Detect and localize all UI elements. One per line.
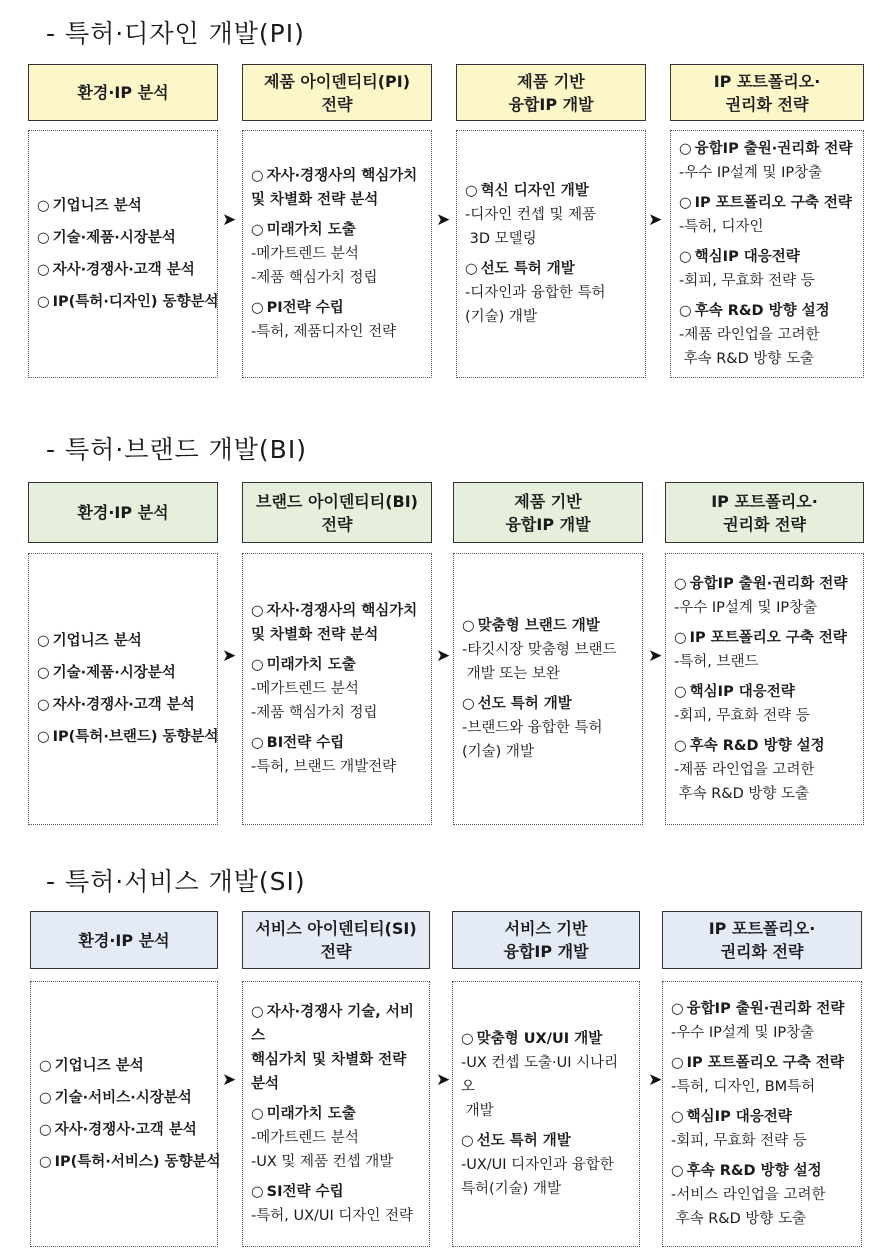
- content-group: [251, 296, 423, 344]
- column-header: 환경·IP 분석: [30, 911, 218, 969]
- list-item: [37, 194, 209, 218]
- content-box: [242, 981, 430, 1247]
- arrow-right-icon: ➤: [222, 1070, 237, 1090]
- list-item: [37, 258, 209, 282]
- column-header: 서비스 기반 융합IP 개발: [452, 911, 640, 969]
- bullet-icon: ○: [37, 198, 50, 214]
- content-group: [462, 692, 634, 764]
- item-heading-text: IP 포트폴리오 구축 전략: [689, 630, 847, 646]
- item-detail: -회피, 무효화 전략 등: [674, 708, 810, 724]
- item-heading-text: 융합IP 출원·권리화 전략: [694, 141, 853, 157]
- content-group: [251, 653, 423, 725]
- arrow-right-icon: ➤: [648, 1070, 663, 1090]
- arrow-right-icon: ➤: [648, 646, 663, 666]
- content-group: [251, 164, 423, 212]
- content-group: [251, 1102, 421, 1174]
- item-detail: -디자인과 융합한 특허 (기술) 개발: [465, 285, 606, 325]
- bullet-icon: ○: [674, 576, 687, 592]
- content-box: [665, 553, 864, 825]
- item-detail: -회피, 무효화 전략 등: [671, 1133, 807, 1149]
- bullet-icon: ○: [251, 1106, 264, 1122]
- content-box: [242, 553, 432, 825]
- content-group: [671, 1051, 853, 1099]
- bullet-icon: ○: [251, 300, 264, 316]
- column-header: 브랜드 아이덴티티(BI) 전략: [242, 482, 432, 543]
- list-item-text: 자사·경쟁사·고객 분석: [52, 262, 195, 278]
- bullet-icon: ○: [39, 1154, 52, 1170]
- analysis-list: [28, 130, 218, 378]
- item-heading-text: 미래가치 도출: [266, 657, 356, 673]
- item-heading-text: 선도 특허 개발: [480, 261, 575, 277]
- item-heading: [251, 1000, 421, 1096]
- item-heading: [251, 218, 423, 242]
- item-heading-text: 핵심IP 대응전략: [694, 249, 800, 265]
- section-title: - 특허·디자인 개발(PI): [46, 19, 305, 48]
- list-item-text: 기술·제품·시장분석: [52, 665, 176, 681]
- list-item-text: 자사·경쟁사·고객 분석: [54, 1122, 197, 1138]
- bullet-icon: ○: [674, 630, 687, 646]
- content-group: [461, 1129, 631, 1201]
- item-detail: -회피, 무효화 전략 등: [679, 273, 815, 289]
- bullet-icon: ○: [674, 684, 687, 700]
- item-detail: -타깃시장 맞춤형 브랜드 개발 또는 보완: [462, 642, 617, 682]
- bullet-icon: ○: [251, 1004, 264, 1020]
- content-group: [674, 626, 855, 674]
- item-detail: -서비스 라인업을 고려한 후속 R&D 방향 도출: [671, 1187, 826, 1227]
- list-item-text: 기업니즈 분석: [52, 198, 142, 214]
- item-detail: -우수 IP설계 및 IP창출: [671, 1025, 815, 1041]
- item-detail: -특허, UX/UI 디자인 전략: [251, 1208, 414, 1224]
- content-group: [671, 997, 853, 1045]
- item-heading: [679, 299, 855, 323]
- bullet-icon: ○: [671, 1001, 684, 1017]
- section-title: - 특허·서비스 개발(SI): [46, 867, 306, 896]
- item-heading-text: SI전략 수립: [266, 1184, 344, 1200]
- item-heading: [251, 653, 423, 677]
- content-group: [674, 572, 855, 620]
- bullet-icon: ○: [39, 1122, 52, 1138]
- item-heading: [465, 179, 637, 203]
- list-item: [37, 693, 209, 717]
- content-group: [461, 1027, 631, 1123]
- bullet-icon: ○: [251, 168, 264, 184]
- item-detail: -메가트렌드 분석 -UX 및 제품 컨셉 개발: [251, 1130, 394, 1170]
- bullet-icon: ○: [37, 294, 50, 310]
- item-detail: -특허, 제품디자인 전략: [251, 324, 397, 340]
- item-heading-text: 후속 R&D 방향 설정: [686, 1163, 822, 1179]
- column-header: 환경·IP 분석: [28, 64, 218, 121]
- item-heading-text: IP 포트폴리오 구축 전략: [694, 195, 852, 211]
- content-group: [251, 1180, 421, 1228]
- arrow-right-icon: ➤: [436, 210, 451, 230]
- item-heading-text: 혁신 디자인 개발: [480, 183, 589, 199]
- item-heading-text: 선도 특허 개발: [476, 1133, 571, 1149]
- column-header: IP 포트폴리오· 권리화 전략: [662, 911, 862, 969]
- item-heading-text: IP 포트폴리오 구축 전략: [686, 1055, 844, 1071]
- content-group: [251, 218, 423, 290]
- bullet-icon: ○: [37, 230, 50, 246]
- content-box: [670, 130, 864, 378]
- column-header: IP 포트폴리오· 권리화 전략: [665, 482, 864, 543]
- column-header: IP 포트폴리오· 권리화 전략: [670, 64, 864, 121]
- content-group: [462, 614, 634, 686]
- item-heading: [679, 137, 855, 161]
- bullet-icon: ○: [671, 1055, 684, 1071]
- item-heading-text: 융합IP 출원·권리화 전략: [686, 1001, 845, 1017]
- item-heading: [671, 1051, 853, 1075]
- item-heading-text: 핵심IP 대응전략: [686, 1109, 792, 1125]
- content-group: [674, 734, 855, 806]
- list-item-text: 기업니즈 분석: [52, 633, 142, 649]
- item-heading-text: 선도 특허 개발: [477, 696, 572, 712]
- arrow-right-icon: ➤: [222, 210, 237, 230]
- item-heading: [671, 1159, 853, 1183]
- item-heading: [674, 626, 855, 650]
- bullet-icon: ○: [679, 195, 692, 211]
- list-item-text: 자사·경쟁사·고객 분석: [52, 697, 195, 713]
- list-item-text: IP(특허·서비스) 동향분석: [54, 1154, 221, 1170]
- bullet-icon: ○: [251, 603, 264, 619]
- item-heading: [461, 1129, 631, 1153]
- bullet-icon: ○: [251, 1184, 264, 1200]
- analysis-list: [30, 981, 221, 1247]
- bullet-icon: ○: [465, 183, 478, 199]
- item-detail: -우수 IP설계 및 IP창출: [674, 600, 818, 616]
- item-heading-text: 맞춤형 UX/UI 개발: [476, 1031, 603, 1047]
- item-detail: -메가트렌드 분석 -제품 핵심가치 정립: [251, 681, 378, 721]
- item-detail: -제품 라인업을 고려한 후속 R&D 방향 도출: [679, 327, 820, 367]
- item-detail: -우수 IP설계 및 IP창출: [679, 165, 823, 181]
- item-heading-text: BI전략 수립: [266, 735, 345, 751]
- item-heading: [251, 731, 423, 755]
- item-heading: [674, 572, 855, 596]
- item-heading-text: 후속 R&D 방향 설정: [694, 303, 830, 319]
- item-heading-text: 자사·경쟁사의 핵심가치 및 차별화 전략 분석: [251, 168, 418, 208]
- bullet-icon: ○: [251, 657, 264, 673]
- item-heading: [462, 614, 634, 638]
- bullet-icon: ○: [462, 618, 475, 634]
- list-item-text: IP(특허·브랜드) 동향분석: [52, 729, 219, 745]
- arrow-right-icon: ➤: [648, 210, 663, 230]
- content-box: [242, 130, 432, 378]
- item-heading: [251, 296, 423, 320]
- item-detail: -특허, 디자인: [679, 219, 764, 235]
- bullet-icon: ○: [679, 249, 692, 265]
- item-detail: -메가트렌드 분석 -제품 핵심가치 정립: [251, 246, 378, 286]
- column-header: 환경·IP 분석: [28, 482, 218, 543]
- list-item: [39, 1054, 209, 1078]
- item-heading: [465, 257, 637, 281]
- content-group: [251, 731, 423, 779]
- item-heading-text: 맞춤형 브랜드 개발: [477, 618, 600, 634]
- content-group: [465, 179, 637, 251]
- bullet-icon: ○: [671, 1109, 684, 1125]
- list-item-text: 기술·제품·시장분석: [52, 230, 176, 246]
- item-heading-text: 자사·경쟁사의 핵심가치 및 차별화 전략 분석: [251, 603, 418, 643]
- bullet-icon: ○: [462, 696, 475, 712]
- item-heading: [674, 734, 855, 758]
- item-detail: -디자인 컨셉 및 제품 3D 모델링: [465, 207, 597, 247]
- item-heading-text: PI전략 수립: [266, 300, 344, 316]
- item-heading-text: 핵심IP 대응전략: [689, 684, 795, 700]
- item-heading-text: 미래가치 도출: [266, 1106, 356, 1122]
- item-heading: [461, 1027, 631, 1051]
- bullet-icon: ○: [465, 261, 478, 277]
- content-box: [456, 130, 646, 378]
- item-heading: [671, 1105, 853, 1129]
- item-detail: -브랜드와 융합한 특허 (기술) 개발: [462, 720, 603, 760]
- bullet-icon: ○: [39, 1058, 52, 1074]
- analysis-list: [28, 553, 218, 825]
- list-item: [37, 661, 209, 685]
- bullet-icon: ○: [37, 633, 50, 649]
- bullet-icon: ○: [39, 1090, 52, 1106]
- content-box: [662, 981, 862, 1247]
- content-box: [453, 553, 643, 825]
- content-group: [465, 257, 637, 329]
- bullet-icon: ○: [679, 303, 692, 319]
- list-item-text: 기술·서비스·시장분석: [54, 1090, 192, 1106]
- list-item-text: 기업니즈 분석: [54, 1058, 144, 1074]
- list-item: [37, 629, 209, 653]
- list-item: [37, 290, 219, 314]
- content-group: [671, 1105, 853, 1153]
- content-group: [679, 191, 855, 239]
- item-detail: -특허, 브랜드 개발전략: [251, 759, 397, 775]
- item-heading: [674, 680, 855, 704]
- content-group: [674, 680, 855, 728]
- bullet-icon: ○: [679, 141, 692, 157]
- item-heading-text: 미래가치 도출: [266, 222, 356, 238]
- item-detail: -제품 라인업을 고려한 후속 R&D 방향 도출: [674, 762, 815, 802]
- item-heading: [251, 599, 423, 647]
- content-group: [251, 599, 423, 647]
- bullet-icon: ○: [37, 697, 50, 713]
- list-item-text: IP(특허·디자인) 동향분석: [52, 294, 219, 310]
- content-group: [679, 137, 855, 185]
- item-heading: [679, 191, 855, 215]
- item-heading: [251, 1180, 421, 1204]
- column-header: 제품 아이덴티티(PI) 전략: [242, 64, 432, 121]
- content-group: [679, 299, 855, 371]
- bullet-icon: ○: [461, 1133, 474, 1149]
- list-item: [39, 1086, 209, 1110]
- column-header: 서비스 아이덴티티(SI) 전략: [242, 911, 430, 969]
- content-box: [452, 981, 640, 1247]
- item-heading-text: 자사·경쟁사 기술, 서비스 핵심가치 및 차별화 전략 분석: [251, 1004, 414, 1092]
- arrow-right-icon: ➤: [222, 646, 237, 666]
- column-header: 제품 기반 융합IP 개발: [456, 64, 646, 121]
- bullet-icon: ○: [37, 262, 50, 278]
- item-heading-text: 후속 R&D 방향 설정: [689, 738, 825, 754]
- item-heading: [251, 1102, 421, 1126]
- item-detail: -UX/UI 디자인과 융합한 특허(기술) 개발: [461, 1157, 614, 1197]
- list-item: [37, 226, 209, 250]
- content-group: [679, 245, 855, 293]
- bullet-icon: ○: [671, 1163, 684, 1179]
- bullet-icon: ○: [251, 222, 264, 238]
- list-item: [39, 1150, 221, 1174]
- bullet-icon: ○: [251, 735, 264, 751]
- arrow-right-icon: ➤: [436, 1070, 451, 1090]
- bullet-icon: ○: [461, 1031, 474, 1047]
- content-group: [671, 1159, 853, 1231]
- list-item: [39, 1118, 209, 1142]
- item-detail: -특허, 디자인, BM특허: [671, 1079, 816, 1095]
- section-title: - 특허·브랜드 개발(BI): [46, 435, 307, 464]
- item-heading: [679, 245, 855, 269]
- item-heading: [671, 997, 853, 1021]
- item-detail: -UX 컨셉 도출·UI 시나리오 개발: [461, 1055, 619, 1119]
- arrow-right-icon: ➤: [436, 646, 451, 666]
- item-detail: -특허, 브랜드: [674, 654, 759, 670]
- bullet-icon: ○: [37, 729, 50, 745]
- item-heading: [462, 692, 634, 716]
- column-header: 제품 기반 융합IP 개발: [453, 482, 643, 543]
- bullet-icon: ○: [37, 665, 50, 681]
- bullet-icon: ○: [674, 738, 687, 754]
- item-heading: [251, 164, 423, 212]
- content-group: [251, 1000, 421, 1096]
- list-item: [37, 725, 219, 749]
- item-heading-text: 융합IP 출원·권리화 전략: [689, 576, 848, 592]
